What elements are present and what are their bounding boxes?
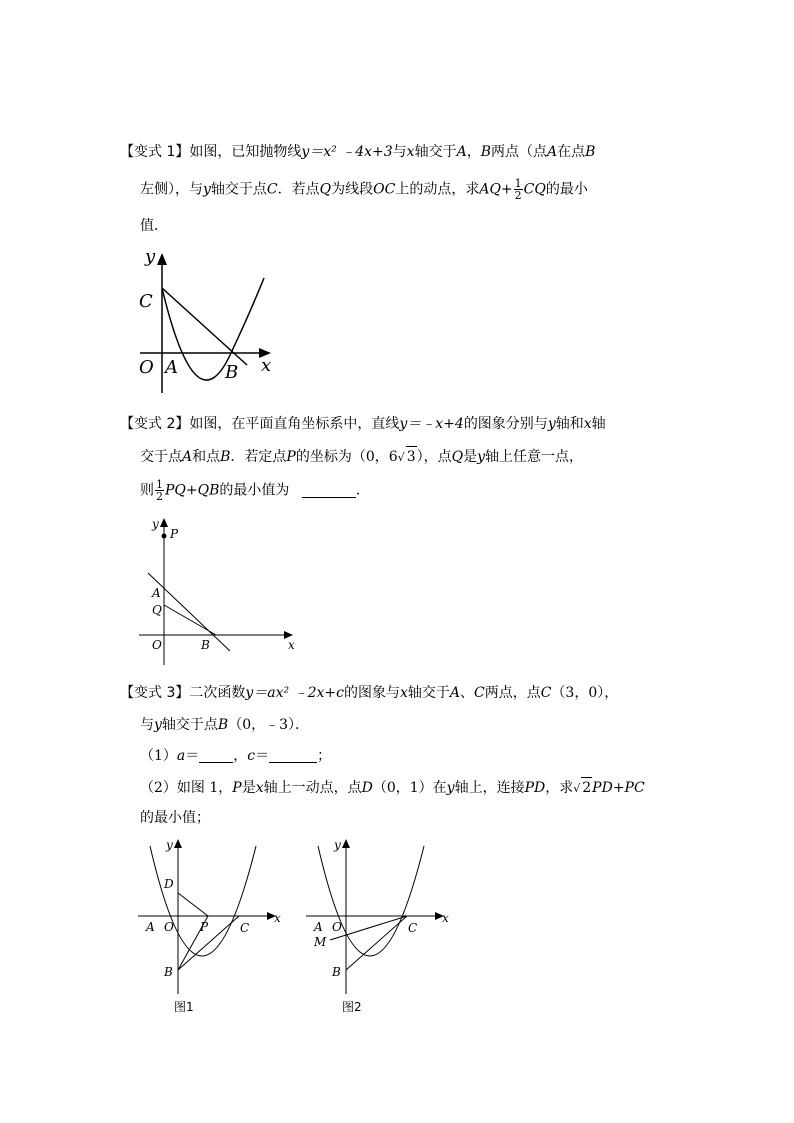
v2-line-3: 则 $\frac{1}{2}$ PQ+QB的最小值为 ．	[140, 478, 370, 503]
v2-tag: 【变式 2】	[120, 416, 190, 432]
v3-f1-label-D: D	[164, 877, 174, 891]
v1-figure	[135, 245, 285, 395]
v1-label-B: B	[225, 362, 239, 383]
v3-f2-label-C: C	[408, 921, 418, 935]
v1-label-C: C	[139, 291, 153, 312]
v3-f1-label-A: A	[146, 920, 155, 934]
v3-f1-parabola	[150, 846, 256, 956]
v3-figure-2	[304, 836, 454, 996]
v1-line-2: 左侧），与y轴交于点C．若点Q为线段OC上的动点，求AQ+ $\frac{1}{2}$ CQ的最小	[140, 177, 588, 202]
v3-answer-a-blank[interactable]	[199, 748, 233, 763]
v2-label-A: A	[152, 586, 161, 600]
v3-question-2: （2）如图 1，P是x轴上一动点，点D（0，1）在y轴上，连接PD，求√ 2PD+PC	[140, 777, 645, 799]
v2-label-P: P	[170, 527, 179, 541]
v2-label-y: y	[152, 517, 159, 531]
v3-tag: 【变式 3】	[120, 685, 190, 701]
v2-line-1: 【变式 2】如图，在平面直角坐标系中，直线y＝﹣x+4的图象分别与y轴和x轴	[120, 416, 606, 432]
v3-f2-parabola	[318, 846, 424, 956]
v2-label-B: B	[201, 638, 210, 652]
v2-line-QB	[164, 605, 216, 635]
v1-equation: y＝x² ﹣4x+3	[301, 144, 393, 160]
v3-f2-label-B: B	[332, 965, 341, 979]
v1-line-1: 【变式 1】如图，已知抛物线y＝x² ﹣4x+3与x轴交于A，B两点（点A在点B	[120, 144, 596, 160]
v3-figure-2-caption: 图2	[342, 1000, 362, 1014]
v3-f1-label-B: B	[164, 965, 173, 979]
v1-y-arrow	[157, 253, 167, 265]
v3-f2-label-x: x	[442, 911, 449, 925]
v2-answer-blank[interactable]	[302, 483, 356, 498]
v3-f1-label-P: P	[200, 920, 209, 934]
v1-fraction: $\frac{1}{2}$	[514, 177, 522, 202]
v3-answer-c-blank[interactable]	[269, 748, 317, 763]
v2-figure	[136, 515, 306, 665]
v3-figure-1	[136, 836, 286, 996]
v3-f1-segment-BC	[178, 916, 239, 970]
v2-label-x: x	[288, 638, 295, 652]
v3-question-2-line-2: 的最小值；	[140, 810, 210, 826]
v2-label-Q: Q	[152, 603, 162, 617]
v3-question-1: （1）a＝ ，c＝ ；	[140, 748, 332, 764]
v1-tag: 【变式 1】	[120, 144, 190, 160]
v3-f1-y-arrow	[174, 839, 182, 848]
v3-f1-segment-DP	[178, 893, 208, 916]
v1-label-A: A	[165, 357, 178, 378]
v2-equation: y＝﹣x+4	[399, 416, 464, 432]
v2-fraction: $\frac{1}{2}$	[156, 478, 163, 503]
v3-line-1: 【变式 3】二次函数y＝ax² ﹣2x+c的图象与x轴交于A、C两点，点C（3，0），	[120, 685, 619, 701]
v3-f2-segment-BC	[346, 916, 407, 970]
v2-point-P	[162, 534, 167, 539]
v1-label-y: y	[145, 246, 156, 267]
v3-f2-y-arrow	[342, 839, 350, 848]
v3-f1-label-x: x	[274, 911, 281, 925]
v2-y-arrow	[160, 518, 168, 527]
v1-line-3: 值．	[140, 218, 168, 234]
v3-f1-label-y: y	[166, 838, 173, 852]
v3-line-2: 与y轴交于点B（0，﹣3）．	[140, 717, 310, 733]
v3-f2-label-M: M	[314, 935, 327, 949]
v3-f2-label-y: y	[334, 838, 341, 852]
v3-f1-label-O: O	[164, 920, 174, 934]
v2-label-O: O	[152, 638, 162, 652]
v2-line-2: 交于点A和点B．若定点P的坐标为（0，6√ 3），点Q是y轴上任意一点，	[140, 446, 583, 468]
v1-label-x: x	[261, 355, 272, 376]
v3-f2-label-A: A	[314, 920, 323, 934]
v3-f2-label-O: O	[332, 920, 342, 934]
v3-equation: y＝ax² ﹣2x+c	[245, 685, 344, 701]
v3-figure-1-caption: 图1	[174, 1000, 194, 1014]
v1-label-O: O	[139, 357, 154, 378]
v3-f1-label-C: C	[240, 921, 250, 935]
